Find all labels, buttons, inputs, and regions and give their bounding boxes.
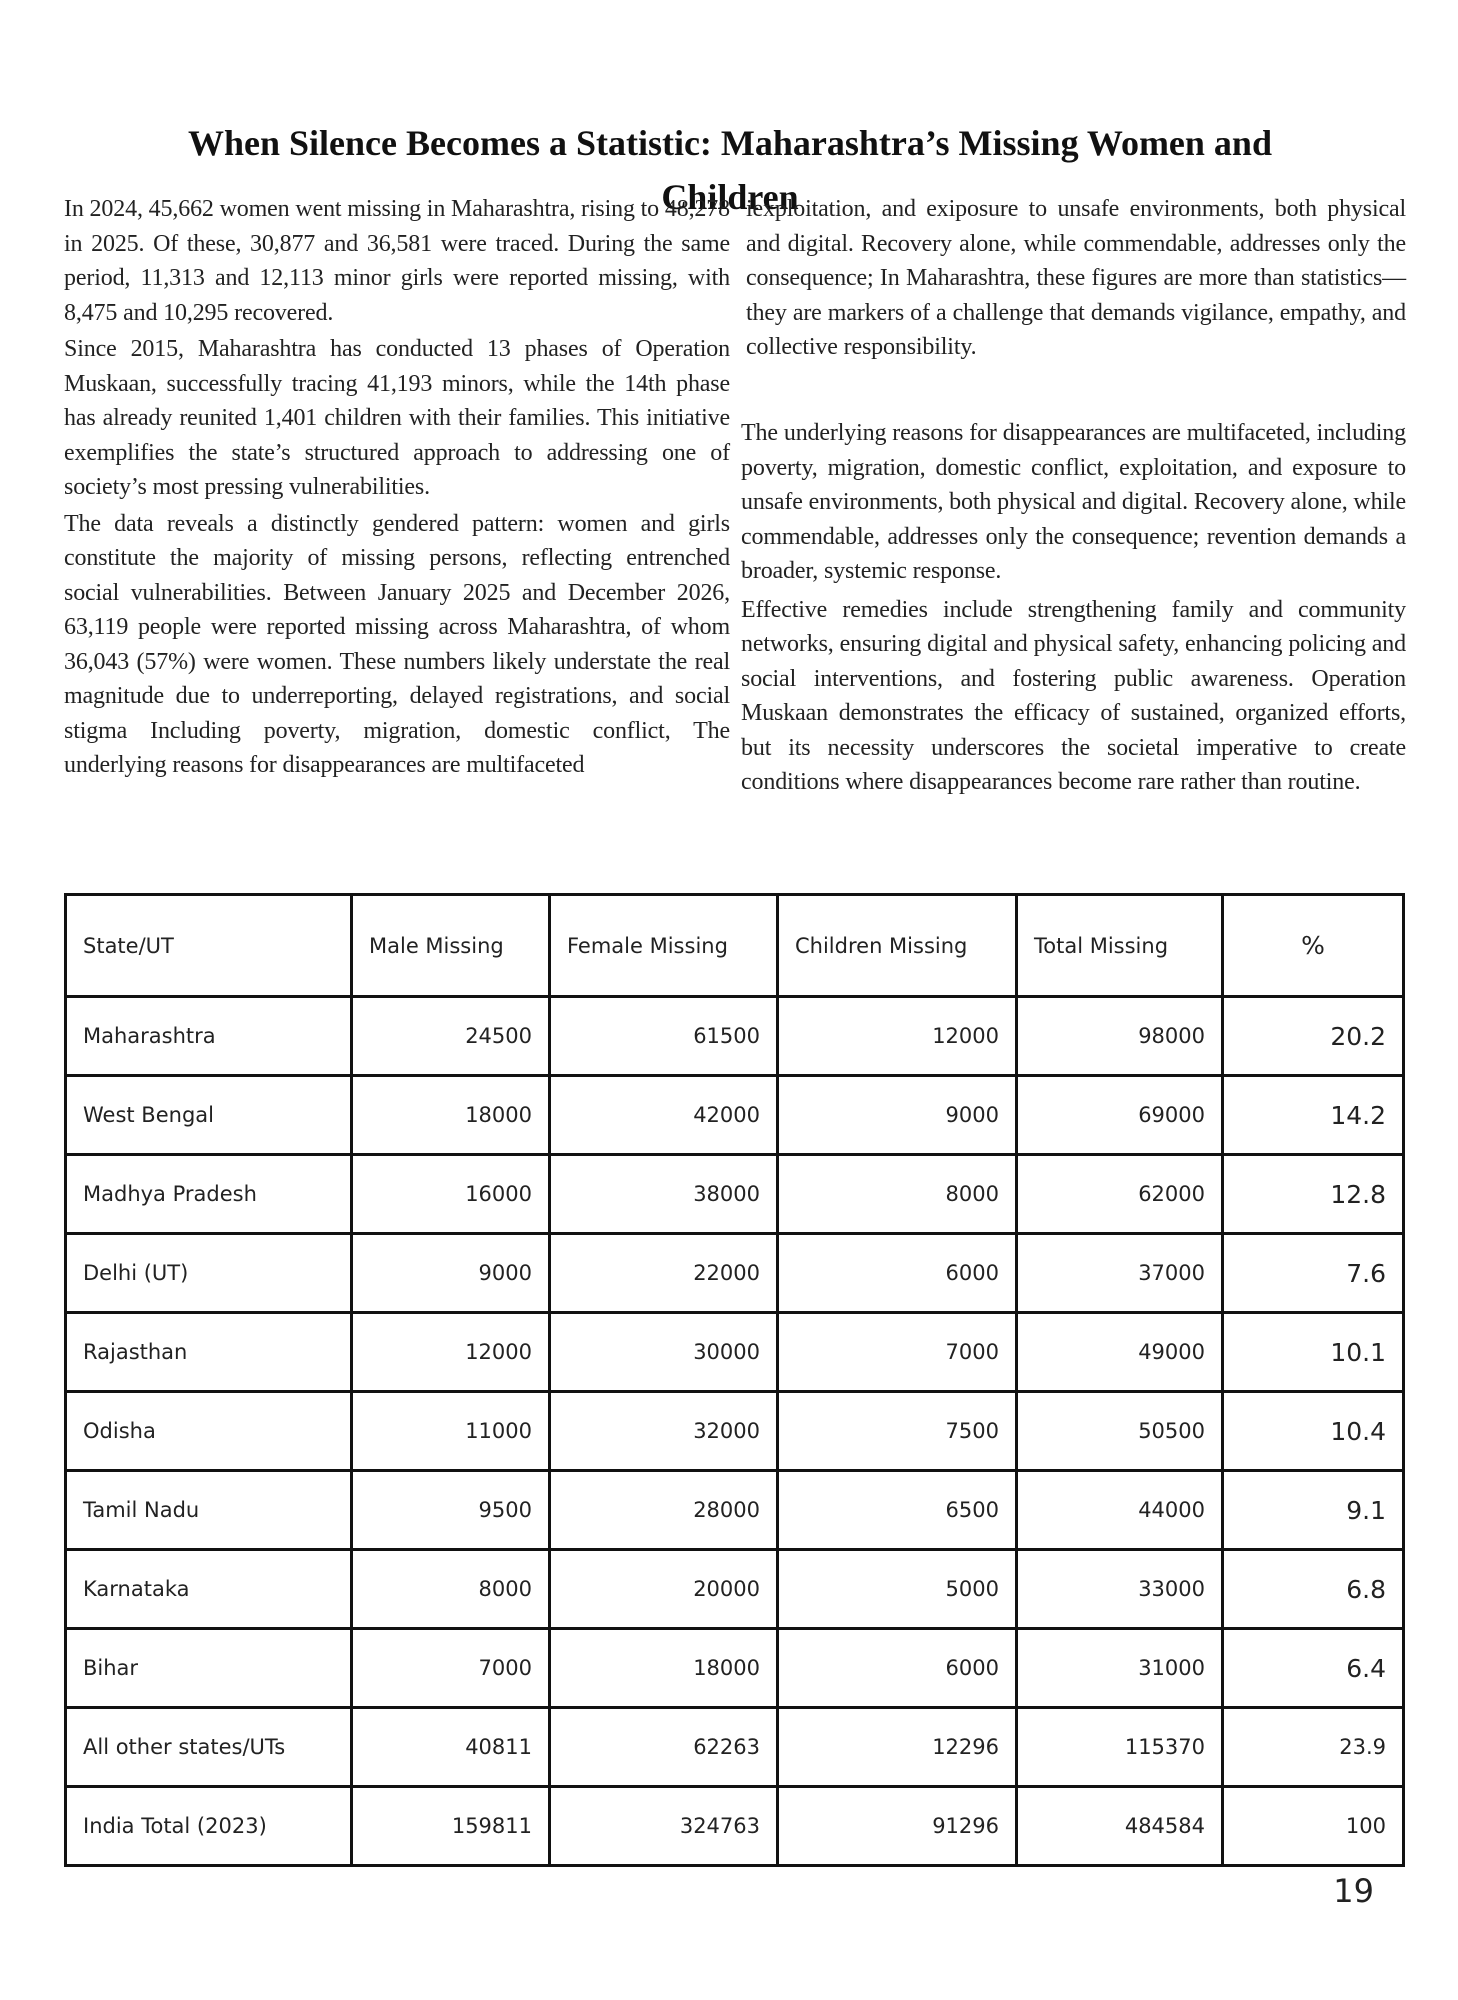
- cell-children: 12000: [778, 997, 1017, 1076]
- cell-state: Tamil Nadu: [66, 1471, 352, 1550]
- cell-percent: 9.1: [1223, 1471, 1404, 1550]
- cell-female: 42000: [550, 1076, 778, 1155]
- cell-state: Bihar: [66, 1629, 352, 1708]
- cell-total: 69000: [1017, 1076, 1223, 1155]
- table-row: [66, 1234, 1404, 1313]
- paragraph: The data reveals a distinctly gendered pattern: women and girls constitute the majority of missing persons, reflecting entrenched social vulnerabilities. Between January 2025 and December 2026, 63,119 people were reported missing across Maharashtra, of whom 36,043 (57%) were women. These numbers likely understate the real magnitude due to underreporting, delayed registrations, and social stigma Including poverty, migration, domestic conflict, The underlying reasons for disappearances are multifaceted: [64, 510, 730, 778]
- cell-male: 9000: [352, 1234, 550, 1313]
- cell-children: 7000: [778, 1313, 1017, 1392]
- cell-percent: 6.4: [1223, 1629, 1404, 1708]
- cell-female: 30000: [550, 1313, 778, 1392]
- cell-children: 91296: [778, 1787, 1017, 1866]
- table-row: [66, 1550, 1404, 1629]
- paragraph: iexploitation, and exiposure to unsafe environments, both physical and digital. Recovery alone, while commendable, addresses only the consequence; In Maharashtra, these figures are more than statistics—they are markers of a challenge that demands vigilance, empathy, and collective responsibility.: [746, 196, 1406, 360]
- cell-female: 32000: [550, 1392, 778, 1471]
- right-column-top: [746, 192, 1406, 367]
- missing-persons-table: [64, 893, 1405, 1867]
- table-row: [66, 1629, 1404, 1708]
- cell-male: 9500: [352, 1471, 550, 1550]
- cell-female: 18000: [550, 1629, 778, 1708]
- cell-state: Delhi (UT): [66, 1234, 352, 1313]
- cell-total: 49000: [1017, 1313, 1223, 1392]
- cell-total: 98000: [1017, 997, 1223, 1076]
- cell-total: 62000: [1017, 1155, 1223, 1234]
- cell-state: India Total (2023): [66, 1787, 352, 1866]
- cell-children: 9000: [778, 1076, 1017, 1155]
- cell-state: Madhya Pradesh: [66, 1155, 352, 1234]
- cell-male: 16000: [352, 1155, 550, 1234]
- cell-total: 484584: [1017, 1787, 1223, 1866]
- cell-female: 28000: [550, 1471, 778, 1550]
- cell-male: 18000: [352, 1076, 550, 1155]
- cell-percent: 6.8: [1223, 1550, 1404, 1629]
- header-state: State/UT: [66, 895, 352, 997]
- cell-children: 6500: [778, 1471, 1017, 1550]
- cell-male: 12000: [352, 1313, 550, 1392]
- table-row: [66, 1076, 1404, 1155]
- cell-state: Rajasthan: [66, 1313, 352, 1392]
- cell-children: 5000: [778, 1550, 1017, 1629]
- cell-percent: 10.4: [1223, 1392, 1404, 1471]
- cell-percent: 12.8: [1223, 1155, 1404, 1234]
- table-row: [66, 1471, 1404, 1550]
- cell-state: Odisha: [66, 1392, 352, 1471]
- header-children-missing: Children Missing: [778, 895, 1017, 997]
- cell-male: 40811: [352, 1708, 550, 1787]
- cell-male: 11000: [352, 1392, 550, 1471]
- table-row: [66, 1155, 1404, 1234]
- cell-female: 22000: [550, 1234, 778, 1313]
- left-column: [64, 192, 730, 785]
- article-title: When Silence Becomes a Statistic: Maharashtra’s Missing Women and Children: [188, 123, 1272, 218]
- cell-state: West Bengal: [66, 1076, 352, 1155]
- paragraph: In 2024, 45,662 women went missing in Maharashtra, rising to 48,278 in 2025. Of these, 30,877 and 36,581 were traced. During the same period, 11,313 and 12,113 minor girls were reported missing, with 8,475 and 10,295 recovered.: [64, 196, 730, 326]
- cell-female: 324763: [550, 1787, 778, 1866]
- header-total-missing: Total Missing: [1017, 895, 1223, 997]
- cell-percent: 23.9: [1223, 1708, 1404, 1787]
- paragraph: The underlying reasons for disappearances are multifaceted, including poverty, migration, domestic conflict, exploitation, and exposure to unsafe environments, both physical and digital. Recovery alone, while commendable, addresses only the consequence; revention demands a broader, systemic response.: [741, 420, 1406, 584]
- cell-children: 7500: [778, 1392, 1017, 1471]
- cell-total: 50500: [1017, 1392, 1223, 1471]
- table-row: [66, 1392, 1404, 1471]
- cell-state: All other states/UTs: [66, 1708, 352, 1787]
- table-row-total: [66, 1787, 1404, 1866]
- cell-percent: 14.2: [1223, 1076, 1404, 1155]
- cell-female: 61500: [550, 997, 778, 1076]
- cell-male: 24500: [352, 997, 550, 1076]
- cell-female: 20000: [550, 1550, 778, 1629]
- cell-percent: 20.2: [1223, 997, 1404, 1076]
- paragraph: Effective remedies include strengthening family and community networks, ensuring digital and physical safety, enhancing policing and social interventions, and fostering public awareness. Operation Muskaan demonstrates the efficacy of sustained, organized efforts, but its necessity underscores the societal imperative to create conditions where disappearances become rare rather than routine.: [741, 596, 1406, 795]
- table-row: [66, 997, 1404, 1076]
- cell-total: 37000: [1017, 1234, 1223, 1313]
- header-female-missing: Female Missing: [550, 895, 778, 997]
- cell-percent: 10.1: [1223, 1313, 1404, 1392]
- page-number: 19: [1333, 1872, 1374, 1910]
- table-row: [66, 1708, 1404, 1787]
- header-male-missing: Male Missing: [352, 895, 550, 997]
- cell-total: 31000: [1017, 1629, 1223, 1708]
- table-header-row: [66, 895, 1404, 997]
- cell-state: Maharashtra: [66, 997, 352, 1076]
- table-row: [66, 1313, 1404, 1392]
- cell-female: 38000: [550, 1155, 778, 1234]
- cell-female: 62263: [550, 1708, 778, 1787]
- cell-children: 6000: [778, 1629, 1017, 1708]
- cell-state: Karnataka: [66, 1550, 352, 1629]
- paragraph: Since 2015, Maharashtra has conducted 13 phases of Operation Muskaan, successfully tracing 41,193 minors, while the 14th phase has already reunited 1,401 children with their families. This initiative exemplifies the state’s structured approach to addressing one of society’s most pressing vulnerabilities.: [64, 336, 730, 500]
- cell-percent: 100: [1223, 1787, 1404, 1866]
- right-column-bottom: [741, 416, 1406, 804]
- cell-children: 8000: [778, 1155, 1017, 1234]
- cell-total: 33000: [1017, 1550, 1223, 1629]
- cell-total: 115370: [1017, 1708, 1223, 1787]
- cell-total: 44000: [1017, 1471, 1223, 1550]
- cell-children: 12296: [778, 1708, 1017, 1787]
- cell-percent: 7.6: [1223, 1234, 1404, 1313]
- header-percent: %: [1223, 895, 1404, 997]
- cell-male: 8000: [352, 1550, 550, 1629]
- cell-male: 7000: [352, 1629, 550, 1708]
- cell-children: 6000: [778, 1234, 1017, 1313]
- cell-male: 159811: [352, 1787, 550, 1866]
